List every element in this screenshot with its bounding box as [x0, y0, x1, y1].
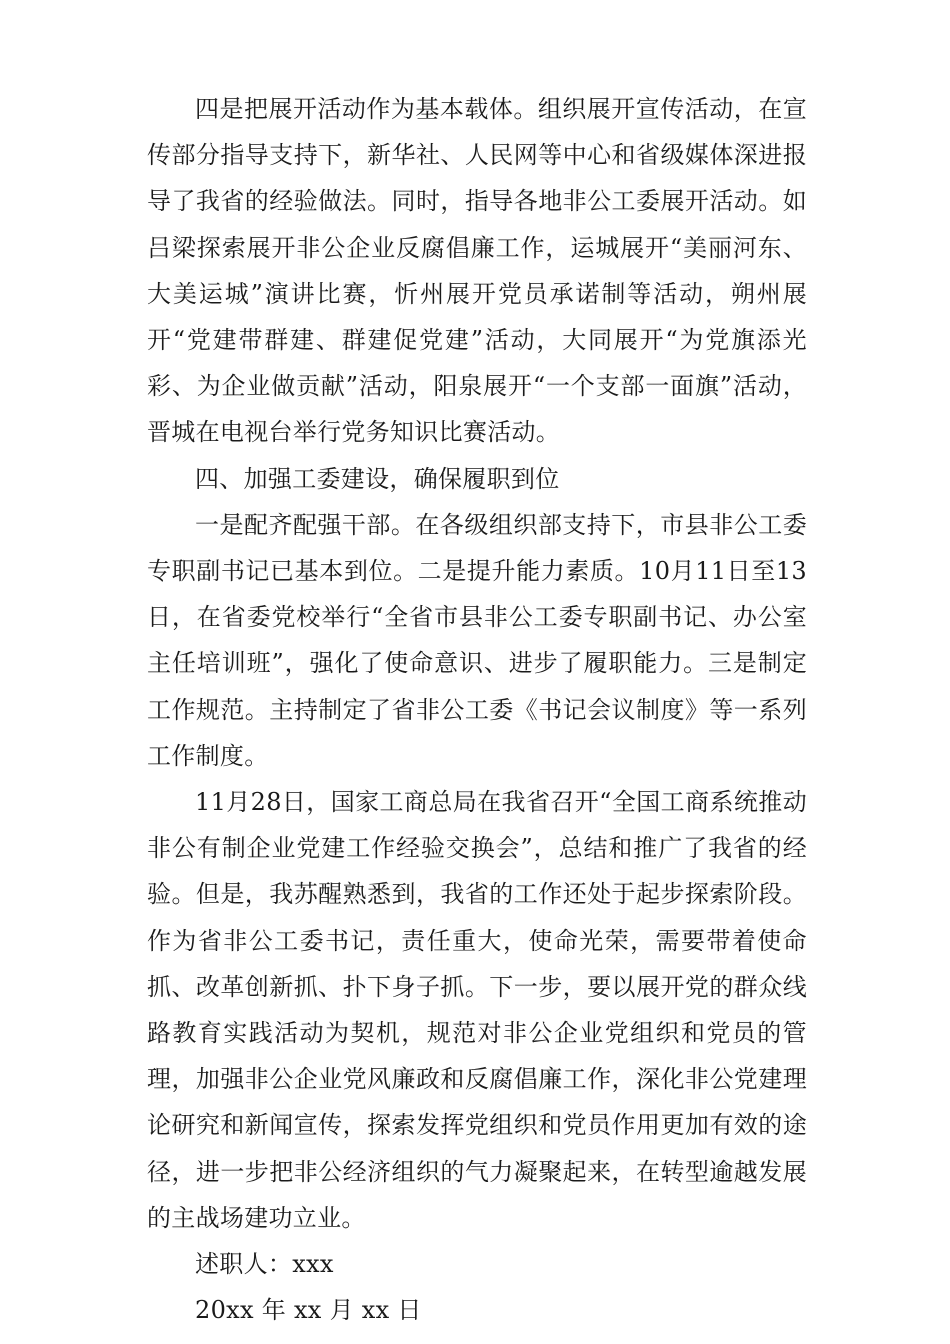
section-heading-committee-building: 四、加强工委建设，确保履职到位 — [195, 464, 560, 493]
date-line: 20xx 年 xx 月 xx 日 — [195, 1296, 422, 1325]
paragraph-staffing: 一是配齐配强干部。在各级组织部支持下，市县非公工委专职副书记已基本到位。二是提升能力素质。10月11日至13日，在省委党校举行“全省市县非公工委专职副书记、办公室主任培训班”，强化了使命意识、进步了履职能力。三是制定工作规范。主持制定了省非公工委《书记会议制度》等一系列工作制度。 — [147, 510, 807, 770]
signature-line: 述职人：xxx — [195, 1250, 334, 1279]
paragraph-summary: 11月28日，国家工商总局在我省召开“全国工商系统推动非公有制企业党建工作经验交换会”，总结和推广了我省的经验。但是，我苏醒熟悉到，我省的工作还处于起步探索阶段。作为省非公工委书记，责任重大，使命光荣，需要带着使命抓、改革创新抓、扑下身子抓。下一步，要以展开党的群众线路教育实践活动为契机，规范对非公企业党组织和党员的管理，加强非公企业党风廉政和反腐倡廉工作，深化非公党建理论研究和新闻宣传，探索发挥党组织和党员作用更加有效的途径，进一步把非公经济组织的气力凝聚起来，在转型逾越发展的主战场建功立业。 — [147, 788, 807, 1232]
document-body — [147, 86, 807, 1333]
paragraph-activities: 四是把展开活动作为基本载体。组织展开宣传活动，在宣传部分指导支持下，新华社、人民网等中心和省级媒体深进报导了我省的经验做法。同时，指导各地非公工委展开活动。如吕梁探索展开非公企业反腐倡廉工作，运城展开“美丽河东、大美运城”演讲比赛，忻州展开党员承诺制等活动，朔州展开“党建带群建、群建促党建”活动，大同展开“为党旗添光彩、为企业做贡献”活动，阳泉展开“一个支部一面旗”活动，晋城在电视台举行党务知识比赛活动。 — [147, 95, 807, 447]
